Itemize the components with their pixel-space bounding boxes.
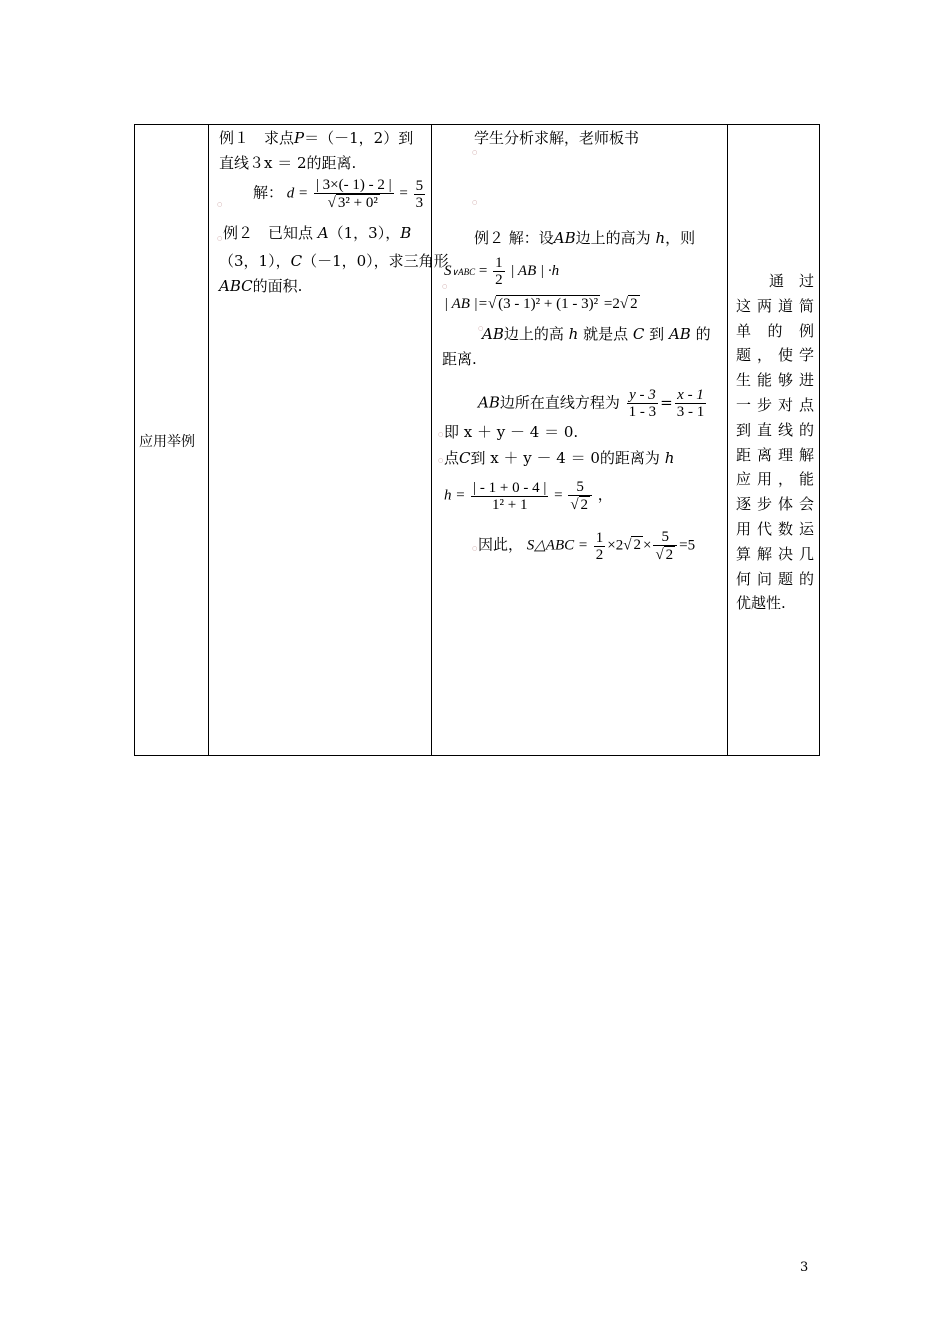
commentary-line: 题，使学 [736,346,814,365]
line-equation: AB边所在直线方程为 $\frac{y - 3}{1 - 3}$ = $\frac{x - 1}{3 - 1}$ [478,387,705,420]
teacher-note: 学生分析求解，老师板书 [474,129,640,147]
example2-line3: ABC的面积. [219,277,303,295]
edit-mark: ○ [442,283,448,290]
height-statement-line2: 距离. [442,350,477,368]
commentary-line: 逐步体会 [736,495,814,514]
commentary-line: 单 的 例 [736,321,814,340]
area-formula: S∨ABC = $\frac{1}{2}$ | AB | ·h [444,255,560,288]
ab-length: | AB |=√ (3 - 1)² + (1 - 3)² =2√ 2 [444,296,638,312]
example2-setup: 例２ 解：设AB边上的高为 h，则 [474,229,696,247]
examples-cell [209,125,449,755]
commentary-line: 优越性. [736,594,786,613]
commentary-line: 这两道简 [736,296,814,315]
commentary-line: 到直线的 [736,420,814,439]
final-area: 因此， S△ABC = $\frac{1}{2}$ ×2√ 2 × $\frac{5}{√ 2}$ =5 [478,529,696,563]
edit-mark: ○ [478,325,484,332]
row-header-cell [135,125,208,755]
example1-line1: 例１ 求点P＝（－1，2）到 [219,129,414,147]
edit-mark: ○ [217,201,223,208]
commentary-line: 距离理解 [736,445,814,464]
commentary-line: 应用，能 [736,470,814,489]
edit-mark: ○ [472,199,478,206]
example1-solution: 解： d = $\frac{| 3\times(- 1) - 2 |}{\text{√ 3² + 0²}}$ = $\frac{5}{3}$ [253,177,424,211]
height-statement: AB边上的高 h 就是点 C 到 AB 的 [482,325,711,343]
example2-line2: （3，1），C（－1，0），求三角形 [219,252,449,270]
edit-mark: ○ [217,235,223,242]
edit-mark: ○ [438,457,444,464]
lesson-table [134,124,820,756]
distance-formula: h = $\frac{| - 1 + 0 - 4 |}{\text{1² + 1}}$ = $\frac{5}{√ 2}$ ， [444,479,613,513]
commentary-line: 何问题的 [736,569,814,588]
row-header: 应用举例 [139,434,195,450]
edit-mark: ○ [472,545,478,552]
page-number: 3 [800,1260,809,1275]
point-distance-statement: 点C到 x ＋ y － 4 ＝ 0的距离为 h [444,449,675,467]
edit-mark: ○ [472,149,478,156]
solution-cell [432,125,727,755]
commentary-line: 用代数运 [736,520,814,538]
commentary-line: 算解决几 [736,544,814,563]
commentary-line: 通 过 [768,272,814,290]
commentary-cell [728,125,821,755]
example2-line1: 例２ 已知点 A（1，3），B [223,224,412,242]
example1-line2: 直线３x ＝ 2的距离. [219,154,357,172]
edit-mark: ○ [438,431,444,438]
commentary-line: 一步对点 [736,396,814,414]
line-equation-simplified: 即 x ＋ y － 4 ＝ 0. [444,423,579,441]
commentary-line: 生能够进 [736,371,814,390]
